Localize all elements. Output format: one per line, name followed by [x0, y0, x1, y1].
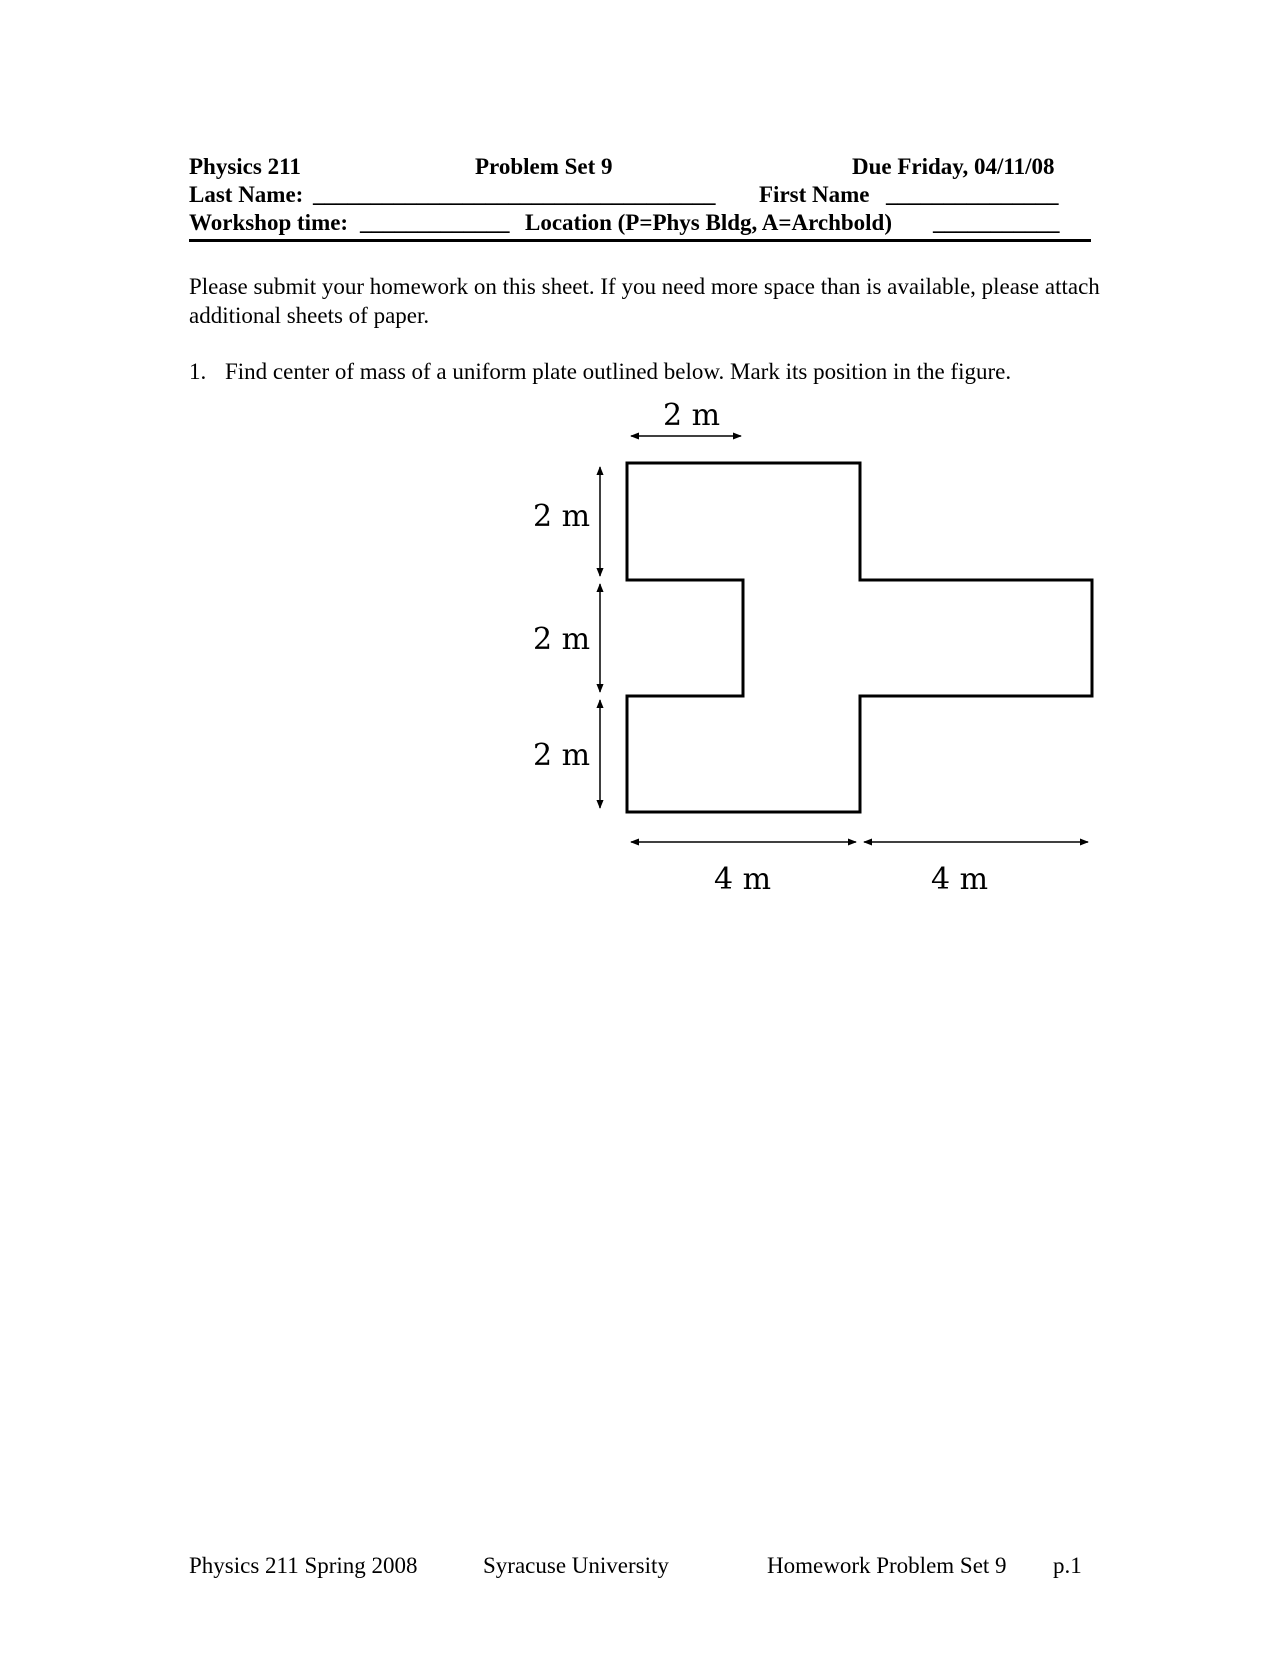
last-name-label: Last Name:	[189, 182, 304, 207]
problem-set-title: Problem Set 9	[475, 154, 613, 179]
footer-course-term: Physics 211 Spring 2008	[189, 1553, 418, 1578]
footer-set-name: Homework Problem Set 9	[767, 1553, 1007, 1578]
last-name-field[interactable]: ___________________________________	[313, 182, 716, 207]
workshop-label: Workshop time:	[189, 210, 349, 235]
due-date: Due Friday, 04/11/08	[852, 154, 1055, 179]
bottom-dimension-label-left: 4 m	[714, 862, 772, 897]
instructions: Please submit your homework on this sheet. If you need more space than is available, please attach additional sheets of paper.	[189, 274, 1100, 328]
first-name-label: First Name	[759, 182, 870, 207]
left-dimension-label-bottom: 2 m	[533, 738, 591, 773]
location-label: Location (P=Phys Bldg, A=Archbold)	[525, 210, 893, 235]
first-name-field[interactable]: _______________	[886, 182, 1059, 207]
location-field[interactable]: ___________	[933, 210, 1060, 235]
workshop-field[interactable]: _____________	[360, 210, 510, 235]
top-dimension-label: 2 m	[663, 398, 721, 433]
left-dimension-label-middle: 2 m	[533, 622, 591, 657]
plate-outline	[627, 463, 1092, 812]
left-dimension-label-top: 2 m	[533, 499, 591, 534]
question-number: 1.	[189, 359, 207, 384]
footer-university: Syracuse University	[483, 1553, 669, 1578]
question-text: Find center of mass of a uniform plate outlined below. Mark its position in the figure.	[225, 359, 1012, 384]
bottom-dimension-label-right: 4 m	[931, 862, 989, 897]
footer-page-number: p.1	[1053, 1553, 1082, 1578]
course-title: Physics 211	[189, 154, 301, 179]
